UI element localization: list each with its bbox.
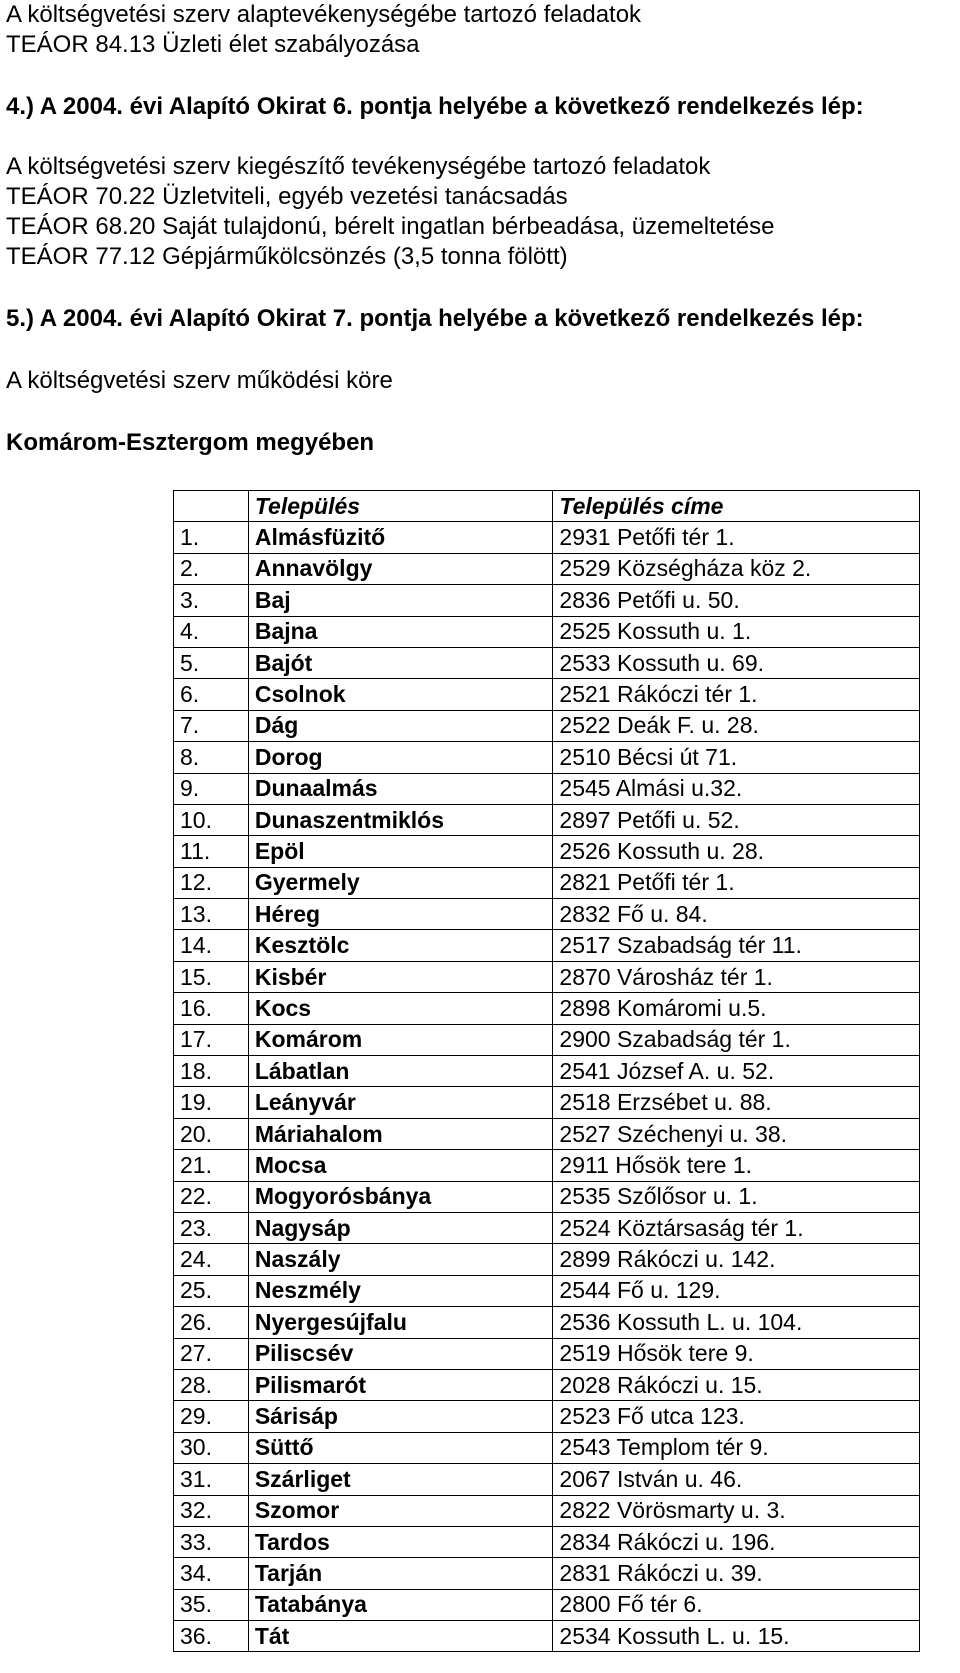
settlement-name: Baj — [248, 585, 553, 616]
settlement-name: Szomor — [248, 1495, 553, 1526]
settlement-address: 2527 Széchenyi u. 38. — [553, 1118, 920, 1149]
settlement-table — [173, 490, 920, 1652]
table-row — [174, 1432, 920, 1463]
settlement-address: 2533 Kossuth u. 69. — [553, 647, 920, 678]
settlement-address: 2898 Komáromi u.5. — [553, 993, 920, 1024]
table-row — [174, 1526, 920, 1557]
settlement-address: 2832 Fő u. 84. — [553, 899, 920, 930]
table-row — [174, 679, 920, 710]
settlement-address: 2028 Rákóczi u. 15. — [553, 1369, 920, 1400]
table-row — [174, 993, 920, 1024]
row-number: 30. — [174, 1432, 249, 1463]
table-row — [174, 1056, 920, 1087]
table-row — [174, 1244, 920, 1275]
settlement-name: Mocsa — [248, 1150, 553, 1181]
header-number — [174, 491, 249, 522]
row-number: 32. — [174, 1495, 249, 1526]
settlement-name: Kocs — [248, 993, 553, 1024]
table-row — [174, 616, 920, 647]
table-row — [174, 1338, 920, 1369]
table-row — [174, 585, 920, 616]
settlement-name: Héreg — [248, 899, 553, 930]
row-number: 15. — [174, 961, 249, 992]
settlement-address: 2522 Deák F. u. 28. — [553, 710, 920, 741]
settlement-name: Komárom — [248, 1024, 553, 1055]
settlement-name: Dorog — [248, 742, 553, 773]
row-number: 36. — [174, 1621, 249, 1652]
settlement-address: 2529 Községháza köz 2. — [553, 553, 920, 584]
item-4-heading: 4.) A 2004. évi Alapító Okirat 6. pontja helyébe a következő rendelkezés lép: — [6, 93, 864, 120]
row-number: 25. — [174, 1275, 249, 1306]
table-row — [174, 1621, 920, 1652]
settlement-name: Szárliget — [248, 1464, 553, 1495]
table-row — [174, 867, 920, 898]
settlement-address: 2545 Almási u.32. — [553, 773, 920, 804]
settlement-address: 2822 Vörösmarty u. 3. — [553, 1495, 920, 1526]
settlement-address: 2899 Rákóczi u. 142. — [553, 1244, 920, 1275]
settlement-name: Epöl — [248, 836, 553, 867]
row-number: 6. — [174, 679, 249, 710]
table-row — [174, 836, 920, 867]
settlement-name: Süttő — [248, 1432, 553, 1463]
table-row — [174, 1150, 920, 1181]
row-number: 10. — [174, 804, 249, 835]
table-row — [174, 1401, 920, 1432]
row-number: 29. — [174, 1401, 249, 1432]
row-number: 24. — [174, 1244, 249, 1275]
settlement-address: 2535 Szőlősor u. 1. — [553, 1181, 920, 1212]
settlement-name: Kisbér — [248, 961, 553, 992]
settlement-name: Piliscsév — [248, 1338, 553, 1369]
table-row — [174, 742, 920, 773]
item-4-line-2: TEÁOR 70.22 Üzletviteli, egyéb vezetési tanácsadás — [6, 183, 568, 210]
settlement-address: 2897 Petőfi u. 52. — [553, 804, 920, 835]
settlement-address: 2521 Rákóczi tér 1. — [553, 679, 920, 710]
settlement-address: 2534 Kossuth L. u. 15. — [553, 1621, 920, 1652]
row-number: 14. — [174, 930, 249, 961]
table-row — [174, 1369, 920, 1400]
settlement-address: 2518 Erzsébet u. 88. — [553, 1087, 920, 1118]
row-number: 18. — [174, 1056, 249, 1087]
settlement-address: 2524 Köztársaság tér 1. — [553, 1212, 920, 1243]
settlement-name: Tarján — [248, 1558, 553, 1589]
settlement-address: 2911 Hősök tere 1. — [553, 1150, 920, 1181]
settlement-address: 2831 Rákóczi u. 39. — [553, 1558, 920, 1589]
settlement-address: 2836 Petőfi u. 50. — [553, 585, 920, 616]
row-number: 26. — [174, 1307, 249, 1338]
section-a-line-1: A költségvetési szerv alaptevékenységébe tartozó feladatok — [6, 1, 642, 28]
table-row — [174, 773, 920, 804]
settlement-name: Tardos — [248, 1526, 553, 1557]
row-number: 13. — [174, 899, 249, 930]
row-number: 33. — [174, 1526, 249, 1557]
row-number: 28. — [174, 1369, 249, 1400]
table-row — [174, 1118, 920, 1149]
settlement-name: Nyergesújfalu — [248, 1307, 553, 1338]
table-row — [174, 553, 920, 584]
settlement-name: Csolnok — [248, 679, 553, 710]
county-heading: Komárom-Esztergom megyében — [6, 429, 375, 456]
table-row — [174, 1024, 920, 1055]
settlement-name: Almásfüzitő — [248, 522, 553, 553]
table-row — [174, 930, 920, 961]
table-row — [174, 522, 920, 553]
settlement-name: Dunaszentmiklós — [248, 804, 553, 835]
table-row — [174, 1589, 920, 1620]
row-number: 20. — [174, 1118, 249, 1149]
row-number: 31. — [174, 1464, 249, 1495]
settlement-address: 2870 Városház tér 1. — [553, 961, 920, 992]
settlement-address: 2536 Kossuth L. u. 104. — [553, 1307, 920, 1338]
row-number: 34. — [174, 1558, 249, 1589]
table-row — [174, 1558, 920, 1589]
item-5-line-1: A költségvetési szerv működési köre — [6, 367, 393, 394]
settlement-name: Gyermely — [248, 867, 553, 898]
row-number: 21. — [174, 1150, 249, 1181]
settlement-name: Annavölgy — [248, 553, 553, 584]
row-number: 17. — [174, 1024, 249, 1055]
row-number: 22. — [174, 1181, 249, 1212]
settlement-name: Lábatlan — [248, 1056, 553, 1087]
settlement-name: Kesztölc — [248, 930, 553, 961]
settlement-name: Naszály — [248, 1244, 553, 1275]
row-number: 8. — [174, 742, 249, 773]
settlement-address: 2543 Templom tér 9. — [553, 1432, 920, 1463]
row-number: 12. — [174, 867, 249, 898]
settlement-address: 2541 József A. u. 52. — [553, 1056, 920, 1087]
settlement-address: 2526 Kossuth u. 28. — [553, 836, 920, 867]
settlement-name: Tát — [248, 1621, 553, 1652]
settlement-address: 2834 Rákóczi u. 196. — [553, 1526, 920, 1557]
settlement-name: Dág — [248, 710, 553, 741]
settlement-name: Neszmély — [248, 1275, 553, 1306]
row-number: 5. — [174, 647, 249, 678]
row-number: 1. — [174, 522, 249, 553]
row-number: 19. — [174, 1087, 249, 1118]
row-number: 3. — [174, 585, 249, 616]
settlement-name: Bajna — [248, 616, 553, 647]
header-address: Település címe — [553, 491, 920, 522]
row-number: 16. — [174, 993, 249, 1024]
settlement-name: Máriahalom — [248, 1118, 553, 1149]
table-row — [174, 1087, 920, 1118]
header-settlement: Település — [248, 491, 553, 522]
settlement-address: 2523 Fő utca 123. — [553, 1401, 920, 1432]
settlement-address: 2525 Kossuth u. 1. — [553, 616, 920, 647]
row-number: 23. — [174, 1212, 249, 1243]
table-row — [174, 1212, 920, 1243]
row-number: 35. — [174, 1589, 249, 1620]
settlement-address: 2517 Szabadság tér 11. — [553, 930, 920, 961]
table-row — [174, 1495, 920, 1526]
row-number: 7. — [174, 710, 249, 741]
item-5-heading: 5.) A 2004. évi Alapító Okirat 7. pontja helyébe a következő rendelkezés lép: — [6, 305, 864, 332]
settlement-name: Dunaalmás — [248, 773, 553, 804]
table-row — [174, 899, 920, 930]
row-number: 2. — [174, 553, 249, 584]
table-body — [174, 522, 920, 1652]
table-row — [174, 1464, 920, 1495]
table-row — [174, 647, 920, 678]
settlement-address: 2800 Fő tér 6. — [553, 1589, 920, 1620]
row-number: 11. — [174, 836, 249, 867]
row-number: 27. — [174, 1338, 249, 1369]
item-4-line-4: TEÁOR 77.12 Gépjárműkölcsönzés (3,5 tonna fölött) — [6, 243, 568, 270]
table-row — [174, 961, 920, 992]
settlement-address: 2821 Petőfi tér 1. — [553, 867, 920, 898]
settlement-address: 2519 Hősök tere 9. — [553, 1338, 920, 1369]
settlement-address: 2931 Petőfi tér 1. — [553, 522, 920, 553]
settlement-name: Nagysáp — [248, 1212, 553, 1243]
table-row — [174, 804, 920, 835]
settlement-name: Tatabánya — [248, 1589, 553, 1620]
table-row — [174, 710, 920, 741]
table-row — [174, 1275, 920, 1306]
settlement-address: 2544 Fő u. 129. — [553, 1275, 920, 1306]
settlement-name: Mogyorósbánya — [248, 1181, 553, 1212]
settlement-name: Leányvár — [248, 1087, 553, 1118]
table-header-row — [174, 491, 920, 522]
item-4-line-3: TEÁOR 68.20 Saját tulajdonú, bérelt ingatlan bérbeadása, üzemeltetése — [6, 213, 775, 240]
row-number: 9. — [174, 773, 249, 804]
row-number: 4. — [174, 616, 249, 647]
table-row — [174, 1181, 920, 1212]
settlement-name: Bajót — [248, 647, 553, 678]
settlement-address: 2067 István u. 46. — [553, 1464, 920, 1495]
settlement-address: 2900 Szabadság tér 1. — [553, 1024, 920, 1055]
settlement-name: Sárisáp — [248, 1401, 553, 1432]
settlement-name: Pilismarót — [248, 1369, 553, 1400]
item-4-line-1: A költségvetési szerv kiegészítő tevékenységébe tartozó feladatok — [6, 153, 711, 180]
section-a-line-2: TEÁOR 84.13 Üzleti élet szabályozása — [6, 31, 420, 58]
table-row — [174, 1307, 920, 1338]
settlement-address: 2510 Bécsi út 71. — [553, 742, 920, 773]
